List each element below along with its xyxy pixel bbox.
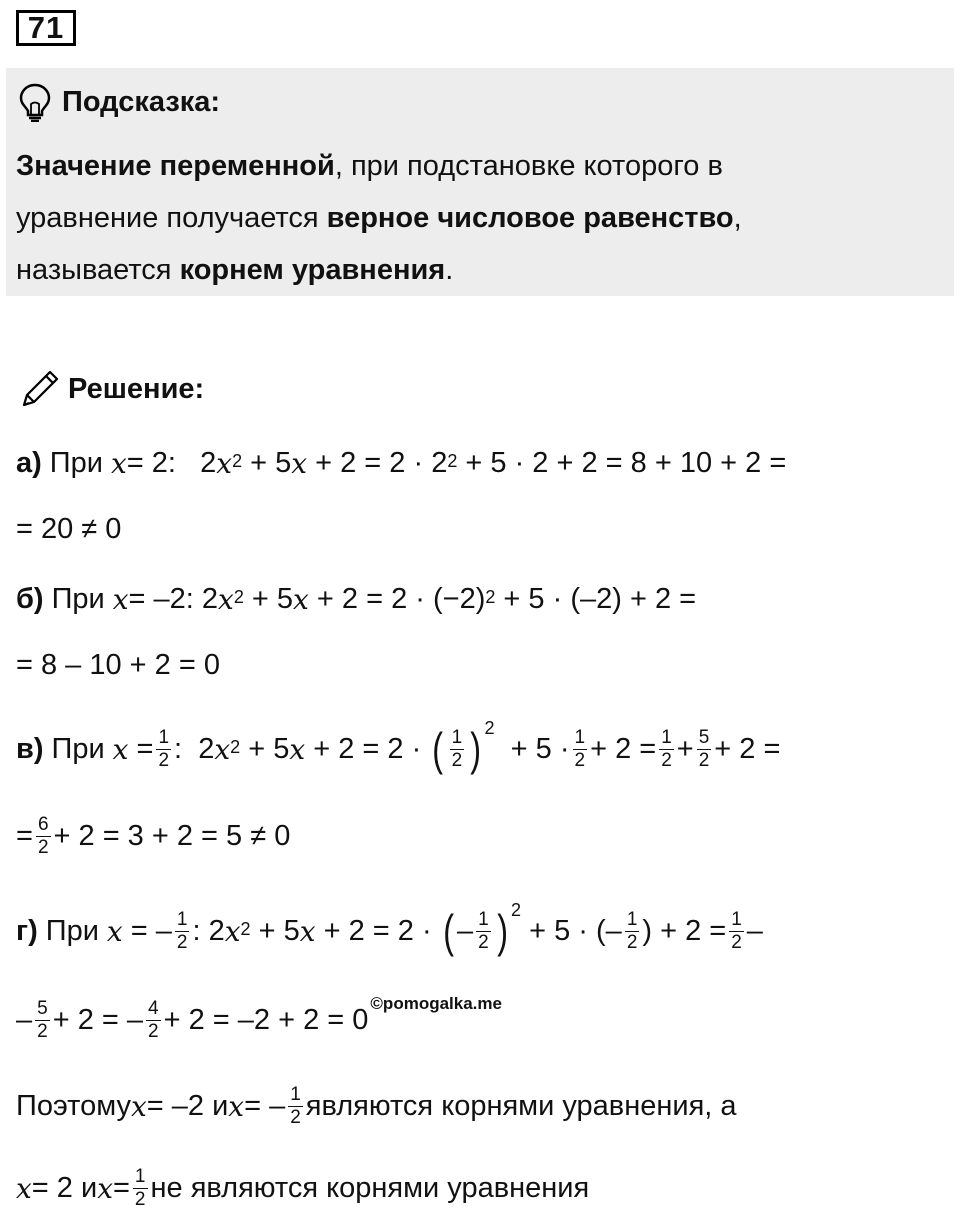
hint-plain: называется xyxy=(16,254,180,286)
eq-value: = –2: xyxy=(128,582,194,615)
expr: ) + 2 = xyxy=(642,914,727,947)
fraction: $\frac{1}{2}$ xyxy=(626,908,638,953)
fraction: $\frac{5}{2}$ xyxy=(698,726,710,771)
hint-bold: верное числовое равенство xyxy=(326,202,734,234)
expr: 2 xyxy=(175,446,217,479)
hint-bold: Значение переменной xyxy=(16,150,335,182)
paren-close: ) xyxy=(497,905,508,957)
expr: + xyxy=(676,732,694,765)
expr: = xyxy=(16,819,33,852)
conclusion-text: = –2 и xyxy=(146,1089,229,1122)
conclusion-line1 xyxy=(16,1076,737,1136)
solution-a-line1: а) При x = 2: 2 x $^2$ + 5 x + 2 = 2 · 2 $^2$ + 5 · 2 + 2 = 8 + 10 + 2 = xyxy=(16,446,787,480)
hint-text xyxy=(16,140,936,296)
fraction: $\frac{4}{2}$ xyxy=(148,997,159,1042)
item-label: г) xyxy=(16,914,38,947)
paren-open: ( xyxy=(442,905,454,957)
fraction: $\frac{1}{2}$ xyxy=(134,1165,146,1210)
expr: = – xyxy=(122,914,172,947)
pri-text: При xyxy=(51,582,105,615)
fraction: $\frac{1}{2}$ xyxy=(451,726,463,771)
expr: + 2 = xyxy=(590,732,657,765)
conclusion-text: не являются корнями уравнения xyxy=(150,1171,590,1204)
expr: + 5 xyxy=(250,914,300,947)
expr: + 2 = – xyxy=(52,1003,144,1036)
fraction: $\frac{1}{2}$ xyxy=(661,726,672,771)
hint-bold: корнем уравнения xyxy=(179,254,446,286)
expr: + 2 = 2 · xyxy=(305,732,430,765)
solution-b-line1: б) При x = –2: 2 x $^2$ + 5 x + 2 = 2 · (−2) $^2$ + 5 · (–2) + 2 = xyxy=(16,582,697,616)
solution-g-line1: г) При x = – $\frac{1}{2}$ : 2 x $^2$ + 5 x + 2 = 2 · ( – $\frac{1}{2}$ ) 2 + 5 · (– $\frac{1}{2}$ ) + 2 = $\frac{1}{2}$ – xyxy=(16,900,763,957)
var-x: x xyxy=(299,914,316,948)
fraction: $\frac{1}{2}$ xyxy=(290,1083,301,1128)
exp: 2 xyxy=(484,718,495,738)
var-x: x xyxy=(289,732,306,766)
var-x: x xyxy=(214,732,231,766)
item-label: б) xyxy=(16,582,44,615)
eq-value: = 2: xyxy=(126,446,176,479)
solution-g-line2 xyxy=(16,990,502,1050)
expr: + 2 = 3 + 2 = 5 ≠ 0 xyxy=(53,819,291,852)
expr: = xyxy=(128,732,154,765)
fraction: $\frac{1}{2}$ xyxy=(478,908,489,953)
expr: + 2 = 2 · (−2) xyxy=(308,582,486,615)
solution-v-line2 xyxy=(16,806,290,866)
expr: + 5 · xyxy=(494,732,570,765)
expr: + 2 = 2 · 2 xyxy=(307,446,448,479)
conclusion-text: являются корнями уравнения, а xyxy=(305,1089,737,1122)
var-x: x xyxy=(291,446,308,480)
solution-v-line1: в) При x = $\frac{1}{2}$ : 2 x $^2$ + 5 x + 2 = 2 · ( $\frac{1}{2}$ ) 2 + 5 · $\frac{1}{2}$ + 2 = $\frac{1}{2}$ + $\frac{5}{2}$ + 2 = xyxy=(16,718,781,775)
item-label: в) xyxy=(16,732,44,765)
task-number: 71 xyxy=(16,10,76,46)
fraction: $\frac{1}{2}$ xyxy=(158,726,170,771)
hint-plain: уравнение получается xyxy=(16,202,327,234)
solution-header xyxy=(18,366,204,412)
solution-title: Решение: xyxy=(68,372,205,405)
hint-plain: , xyxy=(733,202,742,234)
var-x: x xyxy=(16,1171,32,1205)
expr: : 2 xyxy=(192,914,225,947)
expr: + 2 = –2 + 2 = 0 xyxy=(163,1003,369,1036)
expr: 2 xyxy=(193,582,219,615)
expr: + 5 · 2 + 2 = 8 + 10 + 2 = xyxy=(457,446,787,479)
var-x: x xyxy=(293,582,309,616)
expr: – xyxy=(457,914,474,947)
paren-open: ( xyxy=(432,723,444,775)
hint-line-1 xyxy=(16,140,936,192)
watermark: ©pomogalka.me xyxy=(370,994,502,1013)
conclusion-text: Поэтому xyxy=(16,1089,131,1122)
lightbulb-icon xyxy=(18,82,52,122)
expr: + 2 = 2 · xyxy=(315,914,440,947)
hint-header xyxy=(18,80,220,124)
var-x: x xyxy=(112,582,129,616)
fraction: $\frac{1}{2}$ xyxy=(731,908,742,953)
expr: – xyxy=(16,1003,33,1036)
var-x: x xyxy=(130,1089,147,1123)
expr: – xyxy=(746,914,763,947)
var-x: x xyxy=(218,582,234,616)
pencil-icon xyxy=(18,367,62,411)
solution-a-line2 xyxy=(16,504,121,554)
hint-line-2 xyxy=(16,192,936,244)
conclusion-line2 xyxy=(16,1158,589,1218)
pri-text: При xyxy=(51,732,105,765)
fraction: $\frac{6}{2}$ xyxy=(37,813,49,858)
expr: + 5 xyxy=(243,582,294,615)
fraction: $\frac{1}{2}$ xyxy=(176,908,188,953)
conclusion-text: = – xyxy=(244,1089,286,1122)
pri-text: При xyxy=(49,446,103,479)
hint-line-3 xyxy=(16,244,936,296)
fraction: $\frac{1}{2}$ xyxy=(574,726,586,771)
expr: : 2 xyxy=(174,732,215,765)
exp: 2 xyxy=(511,900,522,920)
hint-plain: . xyxy=(445,254,454,286)
var-x: x xyxy=(106,914,123,948)
paren-close: ) xyxy=(470,723,482,775)
conclusion-text: = 2 и xyxy=(31,1171,98,1204)
var-x: x xyxy=(110,446,127,480)
conclusion-text: = xyxy=(112,1171,130,1204)
var-x: x xyxy=(224,914,241,948)
solution-b-line2 xyxy=(16,640,220,690)
item-label: а) xyxy=(16,446,42,479)
expr: = 8 – 10 + 2 = 0 xyxy=(16,648,220,681)
var-x: x xyxy=(112,732,129,766)
var-x: x xyxy=(216,446,233,480)
var-x: x xyxy=(97,1171,113,1205)
expr: + 5 · (–2) + 2 = xyxy=(495,582,697,615)
var-x: x xyxy=(228,1089,245,1123)
hint-plain: , при подстановке которого в xyxy=(334,150,723,182)
expr: + 5 xyxy=(240,732,290,765)
expr: + 5 xyxy=(242,446,292,479)
expr: + 2 = xyxy=(714,732,781,765)
pri-text: При xyxy=(45,914,99,947)
expr: = 20 ≠ 0 xyxy=(16,512,122,545)
expr: + 5 · (– xyxy=(521,914,622,947)
hint-title: Подсказка: xyxy=(62,85,221,118)
fraction: $\frac{5}{2}$ xyxy=(37,997,48,1042)
